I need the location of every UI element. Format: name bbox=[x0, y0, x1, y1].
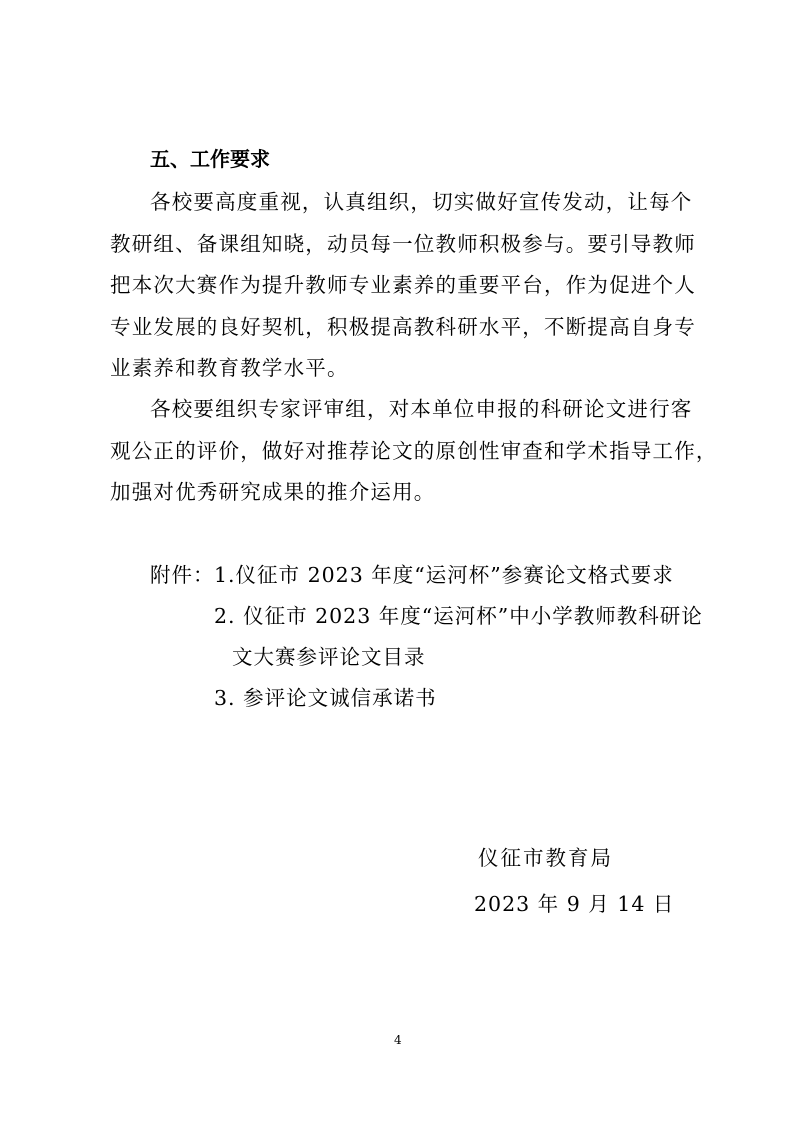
paragraph-line: 专业发展的良好契机，积极提高教科研水平，不断提高自身专 bbox=[110, 314, 696, 339]
paragraph-line: 业素养和教育教学水平。 bbox=[110, 356, 349, 380]
paragraph-work-requirements bbox=[110, 182, 700, 390]
page-number: 4 bbox=[394, 1033, 402, 1047]
signature-date: 2023 年 9 月 14 日 bbox=[474, 892, 675, 916]
paragraph-expert-review bbox=[110, 389, 718, 514]
attachment-item-continuation: 文大赛参评论文目录 bbox=[232, 645, 426, 669]
attachments-label: 附件： bbox=[150, 563, 215, 587]
paragraph-line: 把本次大赛作为提升教师专业素养的重要平台，作为促进个人 bbox=[110, 273, 696, 297]
attachment-item: 1.仪征市 2023 年度“运河杯”参赛论文格式要求 bbox=[214, 563, 674, 587]
paragraph-line: 各校要高度重视，认真组织，切实做好宣传发动，让每个 bbox=[150, 190, 693, 214]
paragraph-line: 加强对优秀研究成果的推介运用。 bbox=[110, 480, 436, 504]
attachment-item: 2. 仪征市 2023 年度“运河杯”中小学教师教科研论 bbox=[214, 604, 703, 628]
signature-organization: 仪征市教育局 bbox=[478, 846, 613, 870]
paragraph-line: 各校要组织专家评审组，对本单位申报的科研论文进行客 bbox=[150, 397, 693, 421]
paragraph-line: 观公正的评价，做好对推荐论文的原创性审查和学术指导工作， bbox=[110, 438, 718, 463]
paragraph-line: 教研组、备课组知晓，动员每一位教师积极参与。要引导教师 bbox=[110, 231, 696, 256]
attachment-item: 3. 参评论文诚信承诺书 bbox=[214, 686, 437, 710]
section-heading: 五、工作要求 bbox=[150, 147, 270, 171]
